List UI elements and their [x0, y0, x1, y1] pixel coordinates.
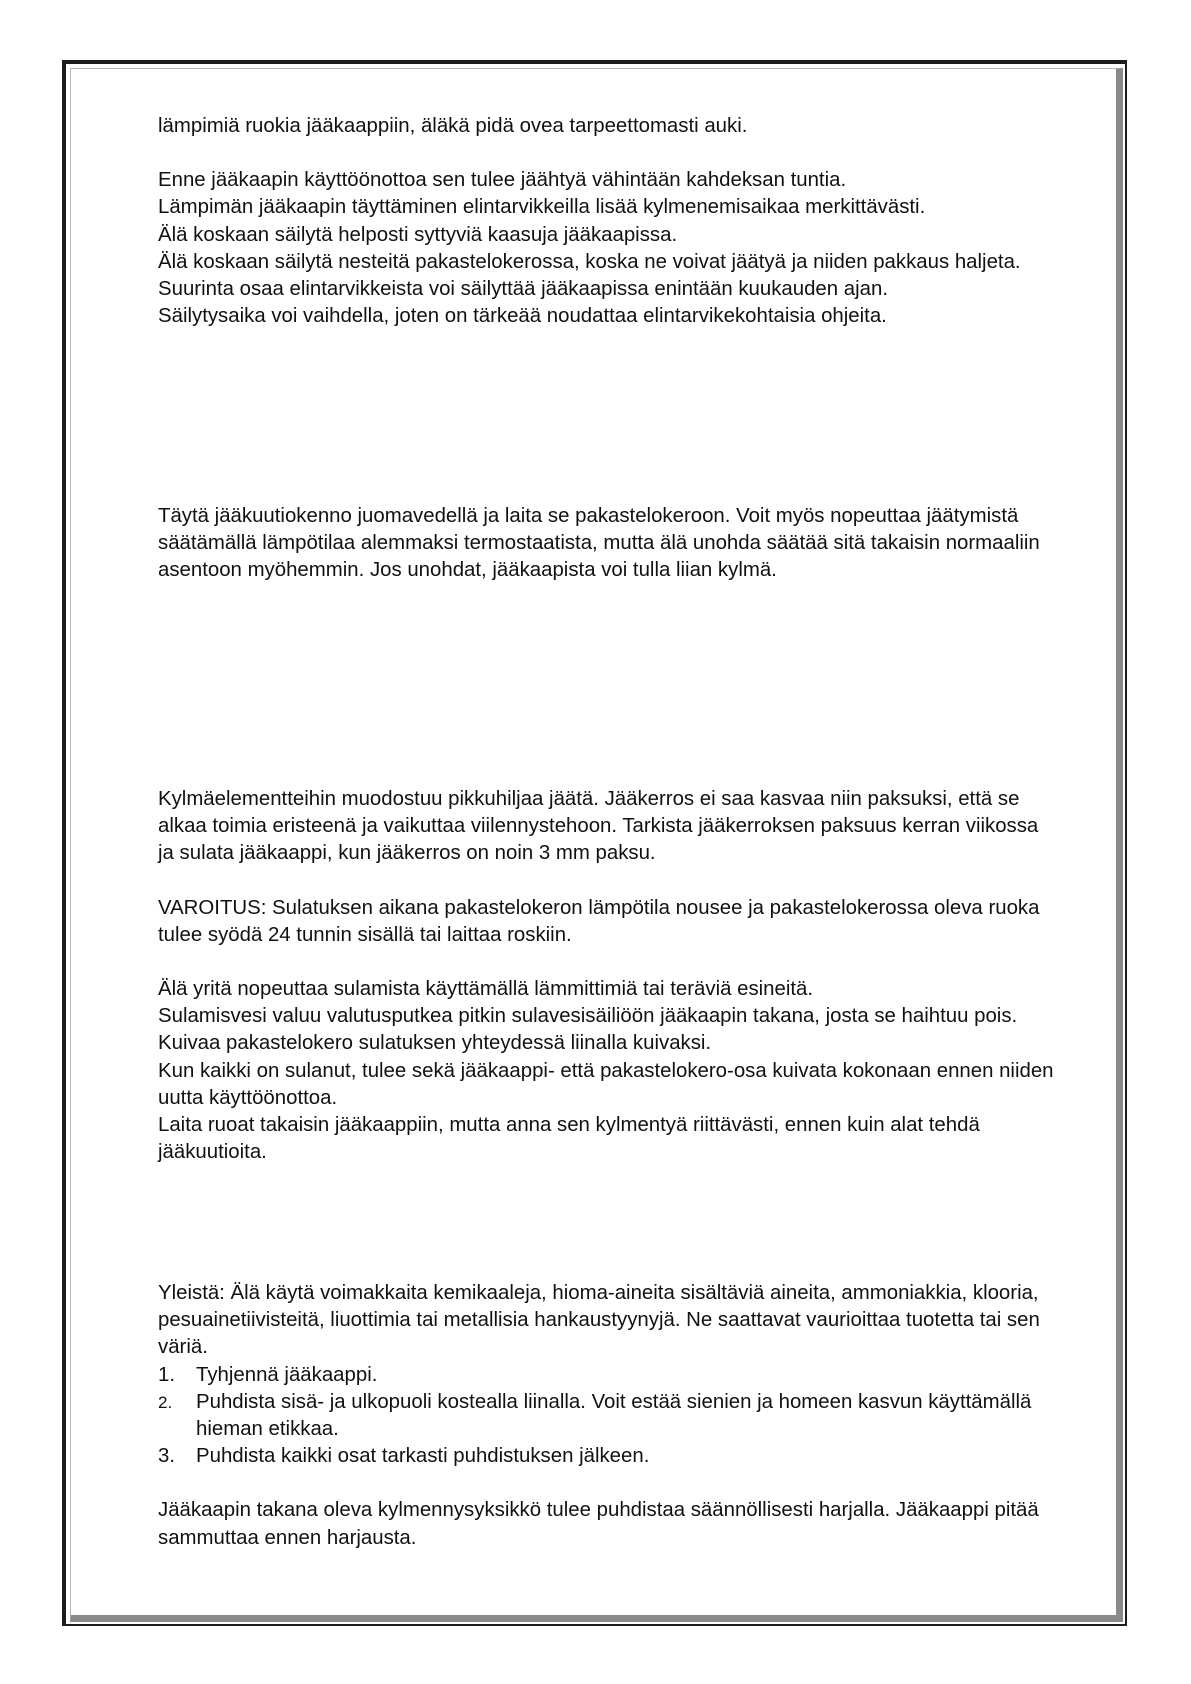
cleaning-steps-list — [158, 1362, 1058, 1471]
storage-time-note: Suurinta osaa elintarvikkeista voi säilyttää jääkaapissa enintään kuukauden ajan. — [158, 278, 888, 301]
step-text: Puhdista kaikki osat tarkasti puhdistuksen jälkeen. — [196, 1445, 650, 1468]
filling-note: Lämpimän jääkaapin täyttäminen elintarvikkeilla lisää kylmenemisaikaa merkittävästi. — [158, 196, 926, 219]
list-item — [158, 1362, 1058, 1389]
no-heaters-note: Älä yritä nopeuttaa sulamista käyttämällä lämmittimiä tai teräviä esineitä. — [158, 978, 814, 1001]
liquids-note: Älä koskaan säilytä nesteitä pakastelokerossa, koska ne voivat jäätyä ja niiden pakkaus haljeta. — [158, 250, 1021, 273]
cleaning-general: Yleistä: Älä käytä voimakkaita kemikaaleja, hioma-aineita sisältäviä aineita, ammoniakkia, klooria, pesuainetiivisteitä, liuottimia tai metallisia hankaustyynyjä. Ne saattavat vaurioittaa tuotetta tai sen väriä. — [158, 1282, 1040, 1359]
cleaning-section — [158, 1280, 1058, 1552]
dry-compartments-note: Kun kaikki on sulanut, tulee sekä jääkaappi- että pakastelokero-osa kuivata kokonaan ennen niiden uutta käyttöönottoa. — [158, 1059, 1054, 1109]
list-item — [158, 1443, 1058, 1470]
ice-buildup-note: Kylmäelementteihin muodostuu pikkuhiljaa jäätä. Jääkerros ei saa kasvaa niin paksuksi, että se alkaa toimia eristeenä ja vaikuttaa viilennystehoon. Tarkista jääkerroksen paksuus kerran viikossa ja sulata jääkaappi, kun jääkerros on noin 3 mm paksu. — [158, 788, 1039, 865]
step-number: 3. — [158, 1445, 176, 1468]
list-item — [158, 1389, 1058, 1443]
condenser-cleaning-note: Jääkaapin takana oleva kylmennysyksikkö tulee puhdistaa säännöllisesti harjalla. Jääkaappi pitää sammuttaa ennen harjausta. — [158, 1499, 1039, 1549]
cooldown-note: Enne jääkaapin käyttöönottoa sen tulee jäähtyä vähintään kahdeksan tuntia. — [158, 169, 847, 192]
restore-food-note: Laita ruoat takaisin jääkaappiin, mutta anna sen kylmentyä riittävästi, ennen kuin alat tehdä jääkuutioita. — [158, 1114, 980, 1164]
step-number: 2. — [158, 1392, 173, 1412]
step-number: 1. — [158, 1363, 176, 1386]
flammable-gas-note: Älä koskaan säilytä helposti syttyviä kaasuja jääkaapissa. — [158, 223, 678, 246]
ice-cube-section — [158, 503, 1058, 585]
ice-cube-instructions: Täytä jääkuutiokenno juomavedellä ja laita se pakastelokeroon. Voit myös nopeuttaa jäätymistä säätämällä lämpötilaa alemmaksi termostaatista, mutta älä unohda säätää sitä takaisin normaaliin asentoon myöhemmin. Jos unohdat, jääkaapista voi tulla liian kylmä. — [158, 505, 1040, 582]
defrost-warning: VAROITUS: Sulatuksen aikana pakastelokeron lämpötila nousee ja pakastelokerossa oleva ruoka tulee syödä 24 tunnin sisällä tai laittaa roskiin. — [158, 896, 1040, 946]
storage-variation-note: Säilytysaika voi vaihdella, joten on tärkeää noudattaa elintarvikekohtaisia ohjeita. — [158, 305, 887, 328]
defrost-section — [158, 786, 1058, 1166]
step-text: Tyhjennä jääkaappi. — [196, 1363, 378, 1386]
intro-continuation: lämpimiä ruokia jääkaappiin, äläkä pidä ovea tarpeettomasti auki. — [158, 115, 748, 137]
step-text: Puhdista sisä- ja ulkopuoli kostealla liinalla. Voit estää sienien ja homeen kasvun käyttämällä hieman etikkaa. — [196, 1390, 1032, 1441]
meltwater-note: Sulamisvesi valuu valutusputkea pitkin sulavesisäiliöön jääkaapin takana, josta se haihtuu pois. Kuivaa pakastelokero sulatuksen yhteydessä liinalla kuivaksi. — [158, 1005, 1018, 1055]
intro-section — [158, 113, 1058, 330]
